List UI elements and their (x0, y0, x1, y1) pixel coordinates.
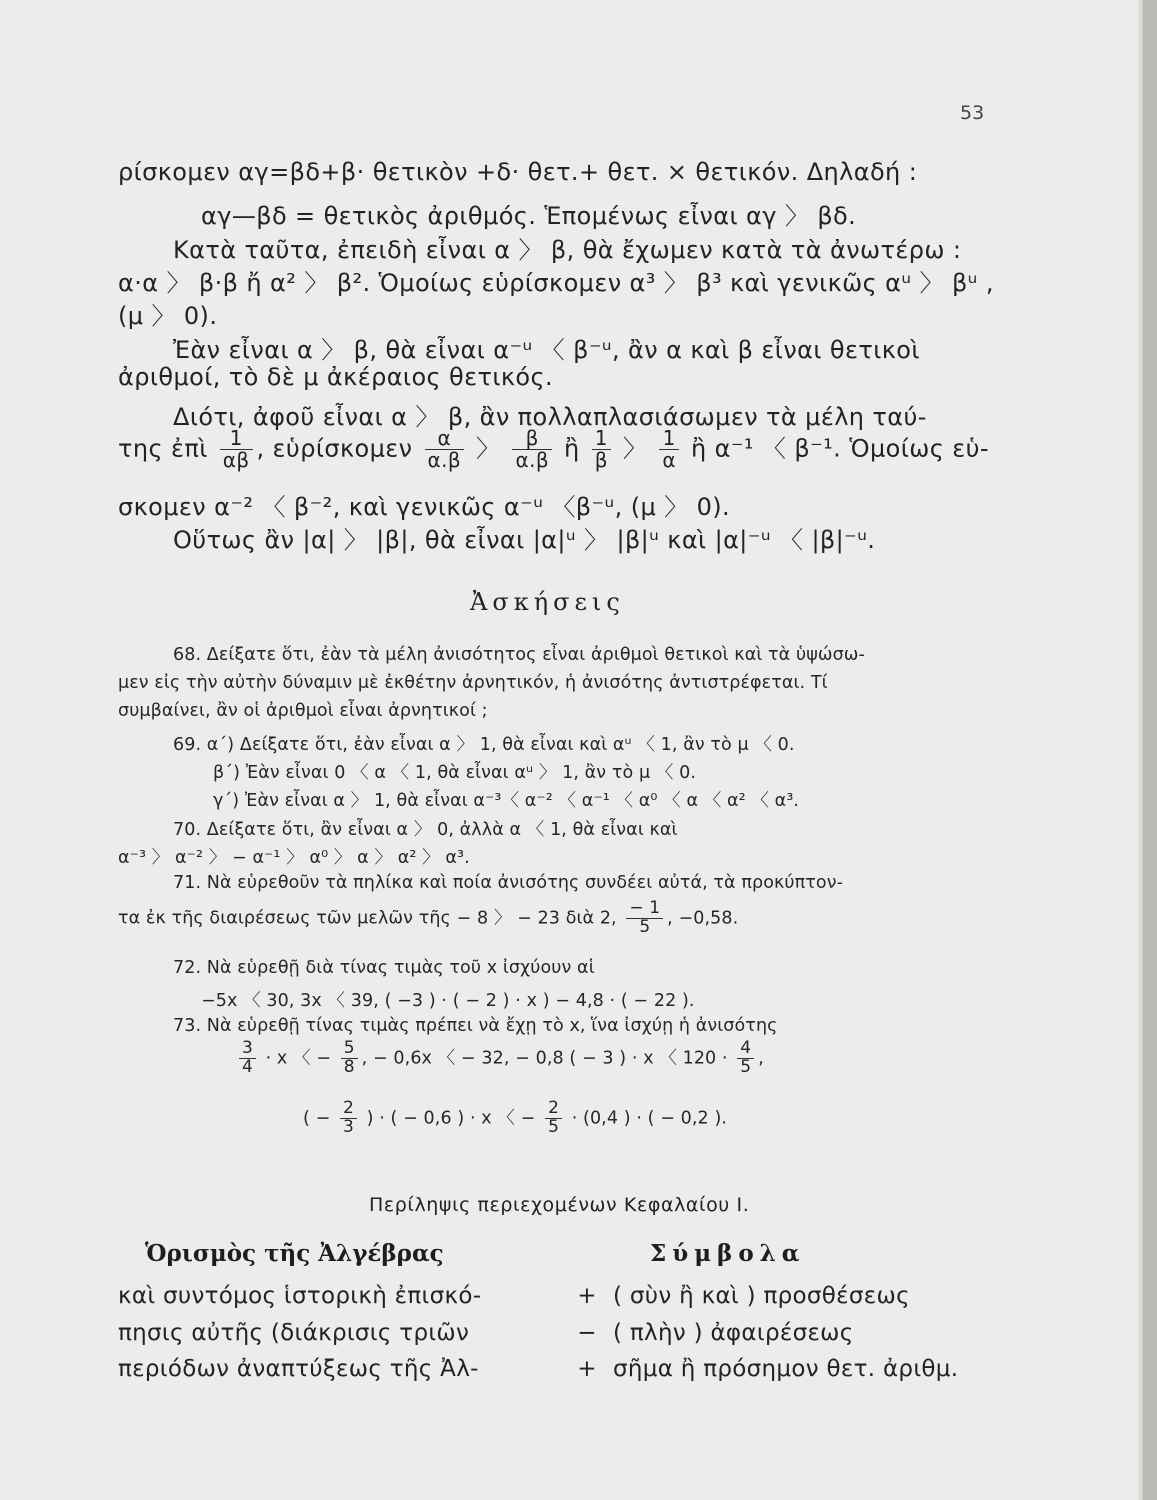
fraction-3-over-4: $\frac{3}{4}$ (239, 1040, 256, 1077)
symbol-row-positive-sign: + σῆμα ἢ πρόσημον θετ. ἀριθμ. (567, 1356, 958, 1382)
exercise-68-line-3: συμβαίνει, ἂν οἱ ἀριθμοὶ εἶναι ἀρνητικοί ; (118, 701, 488, 721)
exercise-69-line-3: γ΄) Ἐὰν εἶναι α 〉 1, θὰ εἶναι α⁻³〈 α⁻² 〈 α⁻¹ 〈 α⁰ 〈 α 〈 α² 〈 α³. (213, 791, 800, 811)
minus-symbol: − (577, 1320, 597, 1346)
section-heading-exercises: Ἀσκήσεις (470, 588, 625, 616)
text-line-4: α·α 〉 β·β ἤ α² 〉 β². Ὁμοίως εὑρίσκομεν α³ 〉 β³ καὶ γενικῶς αᵘ 〉 βᵘ , (118, 269, 994, 297)
exercise-73-line-3: ( − $\frac{2}{3}$ ) · ( − 0,6 ) · x 〈 − $\frac{2}{5}$ · (0,4 ) · ( − 0,2 ). (303, 1098, 728, 1137)
summary-left-line-1: καὶ συντόμος ἱστορικὴ ἐπισκό- (118, 1283, 482, 1309)
positive-sign-symbol: + (577, 1356, 597, 1382)
exercise-70-line-1: 70. Δείξατε ὅτι, ἂν εἶναι α 〉 0, ἀλλὰ α 〈 1, θὰ εἶναι καὶ (173, 820, 678, 840)
text-line-7: ἀριθμοί, τὸ δὲ μ ἀκέραιος θετικός. (118, 363, 554, 391)
summary-right-heading: Σύμβολα (650, 1240, 806, 1267)
exercise-69-line-2: β΄) Ἐὰν εἶναι 0 〈 α 〈 1, θὰ εἶναι αᵘ 〉 1, ἂν τὸ μ 〈 0. (213, 763, 697, 783)
plus-symbol: + (577, 1283, 597, 1309)
fraction-a-over-ab: $\frac{\alpha}{\alpha.\beta}$ (425, 428, 465, 471)
summary-left-heading: Ὁρισμὸς τῆς Ἀλγέβρας (145, 1240, 444, 1267)
summary-left-line-2: πησις αὐτῆς (διάκρισις τριῶν (118, 1320, 470, 1346)
exercise-71-line-2: τα ἐκ τῆς διαιρέσεως τῶν μελῶν τῆς − 8 〉 − 23 διὰ 2, $\frac{- 1}{5}$ , −0,58. (118, 898, 739, 937)
text-line-2: αγ—βδ = θετικὸς ἀριθμός. Ἑπομένως εἶναι αγ 〉 βδ. (201, 202, 857, 230)
exercise-69-line-1: 69. α΄) Δείξατε ὅτι, ἐὰν εἶναι α 〉 1, θὰ εἶναι καὶ αᵘ 〈 1, ἂν τὸ μ 〈 0. (173, 735, 795, 755)
fraction-4-over-5: $\frac{4}{5}$ (737, 1040, 754, 1077)
summary-title: Περίληψις περιεχομένων Κεφαλαίου Ι. (369, 1194, 750, 1216)
symbol-row-minus: − ( πλὴν ) ἀφαιρέσεως (567, 1320, 854, 1346)
text-line-9-b: , εὑρίσκομεν (256, 434, 413, 463)
fraction-1-over-b: $\frac{1}{\beta}$ (592, 428, 611, 471)
fraction-5-over-8: $\frac{5}{8}$ (341, 1040, 358, 1077)
page-edge (1143, 0, 1157, 1500)
exercise-70-line-2: α⁻³ 〉 α⁻² 〉 − α⁻¹ 〉 α⁰ 〉 α 〉 α² 〉 α³. (118, 848, 470, 868)
exercise-72-line-2: −5x 〈 30, 3x 〈 39, ( −3 ) · ( − 2 ) · x ) − 4,8 · ( − 22 ). (201, 991, 695, 1011)
page-number: 53 (960, 102, 985, 124)
exercise-73-line-2: $\frac{3}{4}$ · x 〈 − $\frac{5}{8}$ , − 0,6x 〈 − 32, − 0,8 ( − 3 ) · x 〈 120 · $\frac{4}{5}$ , (235, 1040, 764, 1077)
fraction-2-over-5: $\frac{2}{5}$ (545, 1100, 562, 1137)
text-line-6: Ἐὰν εἶναι α 〉 β, θὰ εἶναι α⁻ᵘ 〈 β⁻ᵘ, ἂν α καὶ β εἶναι θετικοὶ (173, 336, 920, 364)
text-line-8: Διότι, ἀφοῦ εἶναι α 〉 β, ἂν πολλαπλασιάσωμεν τὰ μέλη ταύ- (173, 403, 927, 431)
exercise-71-line-1: 71. Νὰ εὑρεθοῦν τὰ πηλίκα καὶ ποία ἀνισότης συνδέει αὐτά, τὰ προκύπτον- (173, 873, 844, 893)
fraction-1-over-a: $\frac{1}{\alpha}$ (659, 428, 679, 471)
text-line-3: Κατὰ ταῦτα, ἐπειδὴ εἶναι α 〉 β, θὰ ἔχωμεν κατὰ τὰ ἀνωτέρω : (173, 236, 962, 264)
fraction-minus-1-over-5: $\frac{- 1}{5}$ (626, 900, 663, 937)
exercise-73-line-1: 73. Νὰ εὑρεθῇ τίνας τιμὰς πρέπει νὰ ἔχῃ τὸ x, ἵνα ἰσχύῃ ἡ ἀνισότης (173, 1016, 778, 1036)
text-line-9-a: της ἐπὶ (118, 434, 208, 463)
exercise-72-line-1: 72. Νὰ εὑρεθῇ διὰ τίνας τιμὰς τοῦ x ἰσχύουν αἱ (173, 958, 595, 978)
text-line-5: (μ 〉 0). (118, 302, 218, 330)
summary-left-line-3: περιόδων ἀναπτύξεως τῆς Ἀλ- (118, 1356, 479, 1382)
symbol-row-plus: + ( σὺν ἢ καὶ ) προσθέσεως (567, 1283, 910, 1309)
text-line-9: της ἐπὶ $\frac{1}{\alpha\beta}$ , εὑρίσκομεν $\frac{\alpha}{\alpha.\beta}$ 〉 $\frac{\beta}{\alpha.\beta}$ ἢ $\frac{1}{\beta}$ 〉 $\frac{1}{\alpha}$ ἢ α⁻¹ 〈 β⁻¹. Ὁμοίως εὑ- (118, 426, 989, 472)
fraction-b-over-ab: $\frac{\beta}{\alpha.\beta}$ (512, 428, 552, 471)
text-line-1: ρίσκομεν αγ=βδ+β· θετικὸν +δ· θετ.+ θετ. × θετικόν. Δηλαδή : (118, 158, 918, 186)
exercise-68-line-1: 68. Δείξατε ὅτι, ἐὰν τὰ μέλη ἀνισότητος εἶναι ἀριθμοὶ θετικοὶ καὶ τὰ ὑψώσω- (173, 645, 865, 665)
fraction-2-over-3: $\frac{2}{3}$ (340, 1100, 357, 1137)
text-line-10: σκομεν α⁻² 〈 β⁻², καὶ γενικῶς α⁻ᵘ 〈β⁻ᵘ, (μ 〉 0). (118, 493, 731, 521)
exercise-68-line-2: μεν εἰς τὴν αὐτὴν δύναμιν μὲ ἐκθέτην ἀρνητικόν, ἡ ἀνισότης ἀντιστρέφεται. Τί (118, 673, 828, 693)
fraction-1-over-ab: $\frac{1}{\alpha\beta}$ (220, 428, 253, 471)
text-line-11: Οὕτως ἂν |α| 〉 |β|, θὰ εἶναι |α|ᵘ 〉 |β|ᵘ καὶ |α|⁻ᵘ 〈 |β|⁻ᵘ. (173, 526, 876, 554)
